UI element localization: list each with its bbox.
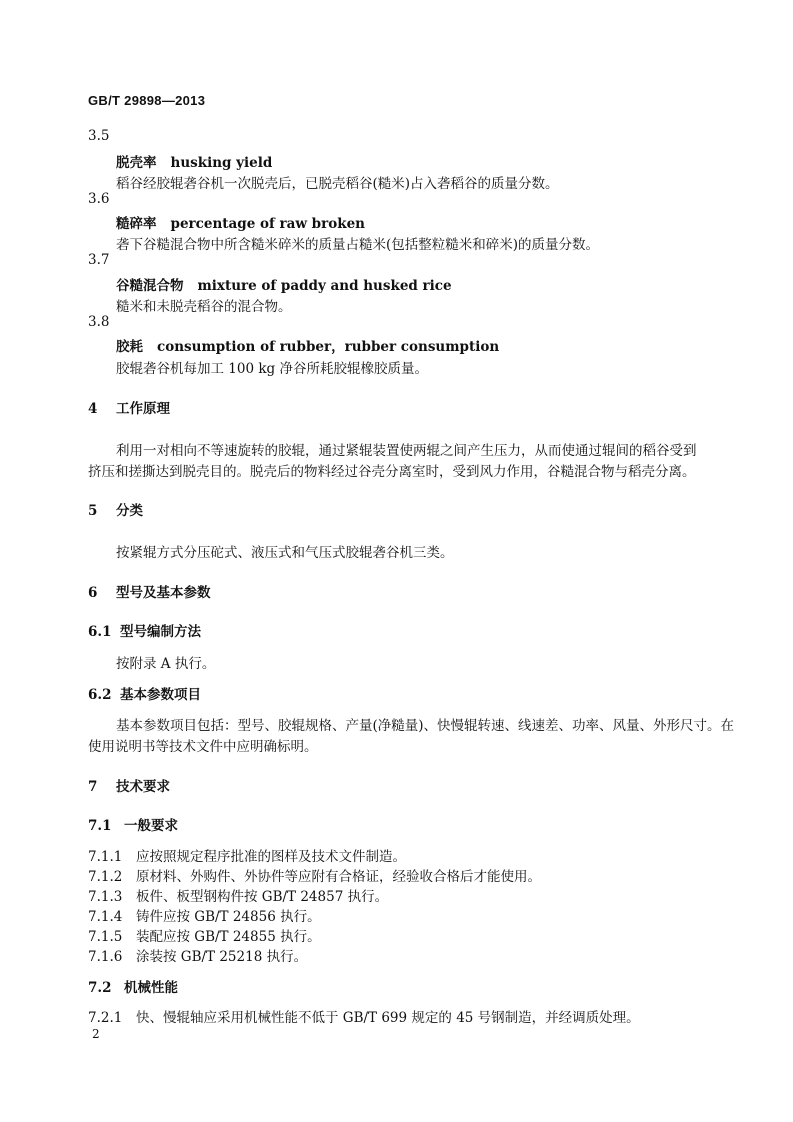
- paragraph: 按紧辊方式分压砣式、液压式和气压式胶辊砻谷机三类。: [116, 545, 454, 561]
- subsection-heading: [88, 683, 201, 703]
- section-heading: [88, 581, 211, 601]
- term-cn: 脱壳率: [116, 155, 157, 171]
- term-definition: 砻下谷糙混合物中所含糙米碎米的质量占糙米(包括整粒糙米和碎米)的质量分数。: [116, 237, 600, 253]
- clause-item: [88, 905, 321, 925]
- section-title: 机械性能: [124, 980, 178, 996]
- term-definition: 胶辊砻谷机每加工 100 kg 净谷所耗胶辊橡胶质量。: [116, 361, 428, 377]
- term-cn: 胶耗: [116, 339, 143, 355]
- standard-number-header: GB/T 29898—2013: [88, 93, 206, 108]
- clause-item: [88, 865, 541, 885]
- section-number: 6.1: [88, 624, 112, 640]
- term-en: husking yield: [170, 155, 273, 171]
- section-title: 一般要求: [124, 818, 178, 834]
- section-number: 7.2: [88, 980, 112, 996]
- clause-text: 应按照规定程序批准的图样及技术文件制造。: [136, 849, 406, 865]
- clause-number: 7.1.3: [88, 889, 123, 905]
- section-heading: [88, 775, 170, 795]
- clause-number: 7.1.4: [88, 909, 123, 925]
- paragraph: 挤压和搓撕达到脱壳目的。脱壳后的物料经过谷壳分离室时，受到风力作用，谷糙混合物与稻壳分离。: [88, 464, 696, 480]
- term-number: 3.6: [88, 191, 110, 207]
- term-number: 3.5: [88, 128, 110, 144]
- section-title: 工作原理: [116, 401, 170, 417]
- clause-item: [88, 845, 406, 865]
- clause-number: 7.1.1: [88, 849, 123, 865]
- section-number: 6: [88, 585, 98, 601]
- clause-number: 7.2.1: [88, 1010, 123, 1026]
- term-number: 3.8: [88, 314, 110, 330]
- paragraph: 基本参数项目包括：型号、胶辊规格、产量(净糙量)、快慢辊转速、线速差、功率、风量、外形尺寸。在: [116, 718, 735, 734]
- term-heading: [116, 274, 452, 294]
- term-definition: 糙米和未脱壳稻谷的混合物。: [116, 299, 292, 315]
- clause-item: [88, 1006, 640, 1026]
- clause-text: 原材料、外购件、外协件等应附有合格证，经验收合格后才能使用。: [136, 869, 541, 885]
- term-definition: 稻谷经胶辊砻谷机一次脱壳后，已脱壳稻谷(糙米)占入砻稻谷的质量分数。: [116, 176, 559, 192]
- term-number: 3.7: [88, 252, 110, 268]
- subsection-heading: [88, 814, 178, 834]
- term-cn: 糙碎率: [116, 216, 157, 232]
- paragraph: 利用一对相向不等速旋转的胶辊，通过紧辊装置使两辊之间产生压力，从而使通过辊间的稻谷受到: [116, 443, 697, 459]
- section-number: 6.2: [88, 687, 112, 703]
- section-number: 4: [88, 401, 98, 417]
- clause-item: [88, 925, 321, 945]
- section-title: 分类: [116, 503, 143, 519]
- clause-text: 涂装按 GB/T 25218 执行。: [136, 949, 308, 965]
- clause-text: 装配应按 GB/T 24855 执行。: [136, 929, 321, 945]
- clause-item: [88, 885, 388, 905]
- section-heading: [88, 397, 170, 417]
- term-en: consumption of rubber，rubber consumption: [157, 339, 500, 355]
- section-title: 型号及基本参数: [116, 585, 211, 601]
- section-heading: [88, 499, 143, 519]
- section-title: 基本参数项目: [120, 687, 201, 703]
- page-number: 2: [92, 1027, 100, 1041]
- section-number: 5: [88, 503, 98, 519]
- clause-number: 7.1.5: [88, 929, 123, 945]
- section-number: 7.1: [88, 818, 112, 834]
- paragraph: 使用说明书等技术文件中应明确标明。: [88, 739, 318, 755]
- clause-text: 板件、板型钢构件按 GB/T 24857 执行。: [136, 889, 389, 905]
- term-heading: [116, 335, 499, 355]
- section-title: 型号编制方法: [120, 624, 201, 640]
- term-en: mixture of paddy and husked rice: [197, 278, 452, 294]
- term-en: percentage of raw broken: [170, 216, 365, 232]
- term-heading: [116, 212, 365, 232]
- subsection-heading: [88, 620, 201, 640]
- clause-text: 铸件应按 GB/T 24856 执行。: [136, 909, 321, 925]
- section-title: 技术要求: [116, 779, 170, 795]
- clause-number: 7.1.2: [88, 869, 123, 885]
- term-heading: [116, 151, 272, 171]
- subsection-heading: [88, 976, 178, 996]
- clause-text: 快、慢辊轴应采用机械性能不低于 GB/T 699 规定的 45 号钢制造，并经调质处理。: [136, 1010, 640, 1026]
- section-number: 7: [88, 779, 98, 795]
- clause-number: 7.1.6: [88, 949, 123, 965]
- clause-item: [88, 945, 307, 965]
- paragraph: 按附录 A 执行。: [116, 656, 216, 672]
- term-cn: 谷糙混合物: [116, 278, 184, 294]
